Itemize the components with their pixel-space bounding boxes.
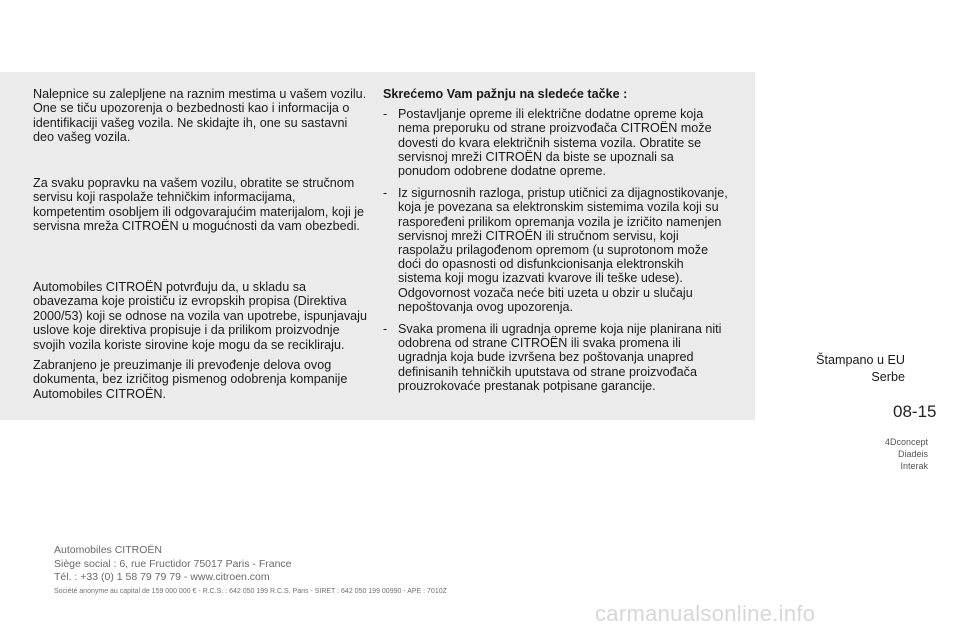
right-column — [383, 87, 728, 401]
bullet-text: Iz sigurnosnih razloga, pristup utičnici za dijagnostikovanje, koja je povezana sa elektronskim sistemima vozila koji su raspoređeni prilikom opremanja vozila je izričito namenjen servisnoj mreži CITROËN ili stručnom servisu, koji raspolažu prilagođenom opremom (u suprotonom može doći do opasnosti od disfunkcionisanja elektronskih sistema koji mogu izazvati kvarove ili teške udese). Odgovornost vozača neće biti uzeta u obzir u slučaju nepoštovanja ovog upozorenja. — [398, 186, 728, 314]
footer-legal: Société anonyme au capital de 159 000 000 € - R.C.S. : 642 050 199 R.C.S. Paris - SIRET : 642 050 199 00990 - APE : 7010Z — [54, 587, 447, 595]
printed-line-1: Štampano u EU — [816, 353, 905, 367]
footer-phone: Tél. : +33 (0) 1 58 79 79 79 - www.citroen.com — [54, 571, 270, 583]
printed-line-2: Serbe — [871, 370, 905, 384]
bullet-item — [383, 186, 728, 314]
bullet-item — [383, 322, 728, 393]
credit-line-1: 4Dconcept — [884, 437, 928, 447]
bullet-item — [383, 107, 728, 178]
left-paragraph-3: Automobiles CITROËN potvrđuju da, u skladu sa obavezama koje proističu iz evropskih propisa (Direktiva 2000/53) koji se odnose na vozila van upotrebe, ispunjavaju uslove koje direktiva propisuje i da prilikom proizvodnje svojih vozila koriste sirovine koje mogu da se recikliraju. — [33, 280, 367, 352]
printed-in — [816, 352, 905, 386]
bullet-dash: - — [383, 107, 388, 122]
footer-company: Automobiles CITROËN — [54, 544, 162, 556]
bullet-text: Postavljanje opreme ili električne dodatne opreme koja nema preporuku od strane proizvođača CITROËN može dovesti do kvara električnih sistema vozila. Obratite se servisnoj mreži CITROËN da biste se upoznali sa ponudom odobrene dodatne opreme. — [398, 107, 712, 179]
company-footer — [54, 544, 447, 596]
bullet-text: Svaka promena ili ugradnja opreme koja nije planirana niti odobrena od strane CITROËN ili svaka promena ili ugradnja koja bude izvršena bez poštovanja unapred definisanih tehničkih uputstava od strane proizvođača prouzrokovaće prestanak potpisane garancije. — [398, 322, 722, 393]
production-credits — [885, 436, 928, 472]
watermark: carmanualsonline.info — [595, 601, 816, 626]
page-number: 08-15 — [893, 402, 937, 421]
footer-address: Siège social : 6, rue Fructidor 75017 Paris - France — [54, 557, 292, 570]
credit-line-2: Diadeis — [897, 449, 928, 459]
credit-line-3: Interak — [900, 461, 928, 471]
left-paragraph-2: Za svaku popravku na vašem vozilu, obratite se stručnom servisu koji raspolaže tehničkim informacijama, kompetentim osobljem ili odgovarajućim materijalom, koji je servisna mreža CITROËN u mogućnosti da vam obezbedi. — [33, 176, 365, 234]
right-heading: Skrećemo Vam pažnju na sledeće tačke : — [383, 87, 628, 101]
left-paragraph-4: Zabranjeno je preuzimanje ili prevođenje delova ovog dokumenta, bez izričitog pismenog odobrenja kompanije Automobiles CITROËN. — [33, 358, 348, 401]
bullet-dash: - — [383, 186, 388, 201]
left-paragraph-1: Nalepnice su zalepljene na raznim mestima u vašem vozilu. One se tiču upozorenja o bezbednosti kao i informacija o identifikaciji vašeg vozila. Ne skidajte ih, one su sastavni deo vašeg vozila. — [33, 87, 367, 145]
bullet-dash: - — [383, 322, 388, 337]
